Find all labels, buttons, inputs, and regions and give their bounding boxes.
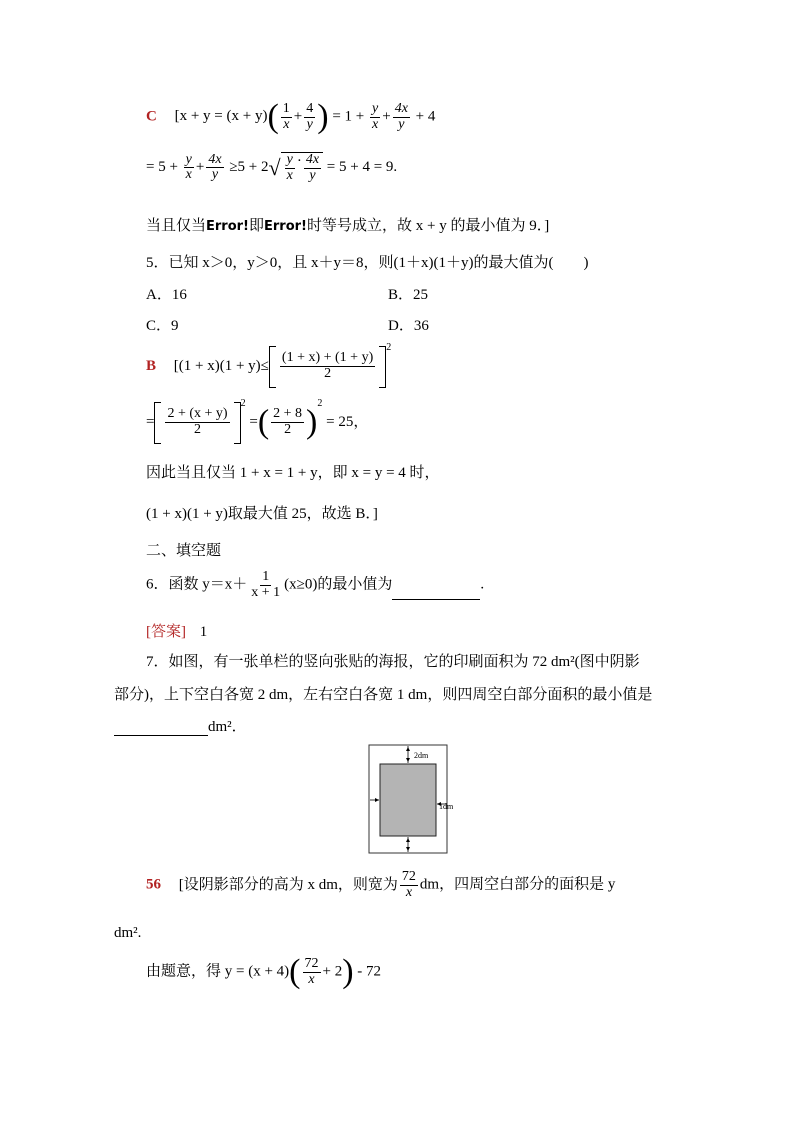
expr-text: = 5 + 4 = 9.	[326, 159, 398, 176]
label-top: 2dm	[414, 751, 429, 760]
option-c: C．9	[146, 318, 179, 334]
answer-blank[interactable]	[114, 735, 208, 736]
answer-blank[interactable]	[392, 599, 480, 600]
p4-line3: 当且仅当Error!即Error!时等号成立，故 x + y 的最小值为 9．]	[146, 218, 550, 234]
q5-sol3: 因此当且仅当 1 + x = 1 + y，即 x = y = 4 时，	[146, 465, 440, 481]
label-right: 1dm	[439, 802, 454, 811]
q5-stem: 5．已知 x＞0，y＞0，且 x＋y＝8，则(1＋x)(1＋y)的最大值为( )	[146, 255, 589, 271]
option-d: D．36	[388, 318, 429, 334]
answer-letter: B	[146, 358, 157, 374]
p4-line1: C [x + y = (x + y)( $\frac{1}{x}$ + $\frac{4}{y}$ ) = 1 + $\frac{y}{x}$ + $\frac{4x}{y}$ + 4	[146, 98, 436, 135]
fraction: $\frac{72}{x}$	[304, 955, 319, 987]
fraction: $\frac{4x}{y}$	[394, 100, 408, 132]
fraction: $\frac{1}{x}$	[282, 100, 290, 132]
q7-line2: 部分)，上下空白各宽 2 dm，左右空白各宽 1 dm，则四周空白部分面积的最小值是	[114, 687, 653, 703]
answer-value: 1	[199, 624, 208, 640]
fraction: $\frac{72}{x}$	[401, 869, 416, 900]
q5-sol2: = $\frac{2 + (x + y)}{2}$ $^2$ =( $\frac{2 + 8}{2}$ )$^2$ = 25，	[146, 398, 368, 444]
option-a: A．16	[146, 287, 187, 303]
q5-sol1: B [(1 + x)(1 + y)≤ $\frac{(1 + x) + (1 + y)}{2}$ $^2$	[146, 342, 391, 388]
fraction: $\frac{4}{y}$	[306, 100, 314, 132]
option-b: B．25	[388, 287, 429, 303]
answer-value: 56	[146, 876, 161, 893]
poster-figure	[368, 744, 454, 856]
print-area	[380, 764, 436, 836]
sqrt: √ $\frac{y}{x}$ · $\frac{4x}{y}$	[269, 152, 324, 183]
q7-sol1: 56 [设阴影部分的高为 x dm，则宽为 $\frac{72}{x}$ dm，四周空白部分的面积是 y	[146, 869, 616, 900]
fraction: $\frac{1}{x + 1}$	[251, 569, 281, 600]
section-heading: 二、填空题	[146, 543, 222, 559]
q7-line1: 7．如图，有一张单栏的竖向张贴的海报，它的印刷面积为 72 dm²(图中阴影	[146, 654, 640, 670]
expr-text: = 5 +	[146, 159, 178, 176]
fraction: $\frac{y}{x}$	[185, 151, 192, 183]
error-text: Error!	[264, 219, 307, 234]
q7-sol3: 由题意，得 y = (x + 4)( $\frac{72}{x}$ + 2) - 72	[146, 953, 382, 990]
expr-text: = 1 +	[332, 108, 365, 125]
q6-stem: 6．函数 y＝x＋ $\frac{1}{x + 1}$ (x≥0)的最小值为 .	[146, 569, 485, 600]
answer-letter: C	[146, 108, 157, 125]
answer-label: [答案]	[146, 624, 186, 640]
expr-text: [x + y = (x + y)	[174, 108, 268, 125]
paren-close: )	[317, 98, 329, 135]
q5-sol4: (1 + x)(1 + y)取最大值 25，故选 B．]	[146, 506, 378, 522]
fraction: $\frac{2 + 8}{2}$	[273, 406, 303, 438]
paren-open: (	[267, 98, 279, 135]
fraction: $\frac{y}{x}$	[372, 100, 379, 132]
q6-answer	[146, 620, 207, 641]
expr-text: ≥5 + 2	[229, 159, 269, 176]
q7-line3: dm²．	[114, 715, 247, 736]
fraction: $\frac{2 + (x + y)}{2}$	[167, 406, 228, 438]
error-text: Error!	[206, 219, 249, 234]
fraction: $\frac{4x}{y}$	[208, 151, 222, 183]
fraction: $\frac{(1 + x) + (1 + y)}{2}$	[281, 350, 374, 382]
expr-text: + 4	[415, 108, 436, 125]
p4-line2: = 5 + $\frac{y}{x}$ + $\frac{4x}{y}$ ≥5 + 2 √ $\frac{y}{x}$ · $\frac{4x}{y}$ = 5 + 4 = 9.	[146, 151, 398, 183]
q7-sol2: dm².	[114, 925, 142, 941]
